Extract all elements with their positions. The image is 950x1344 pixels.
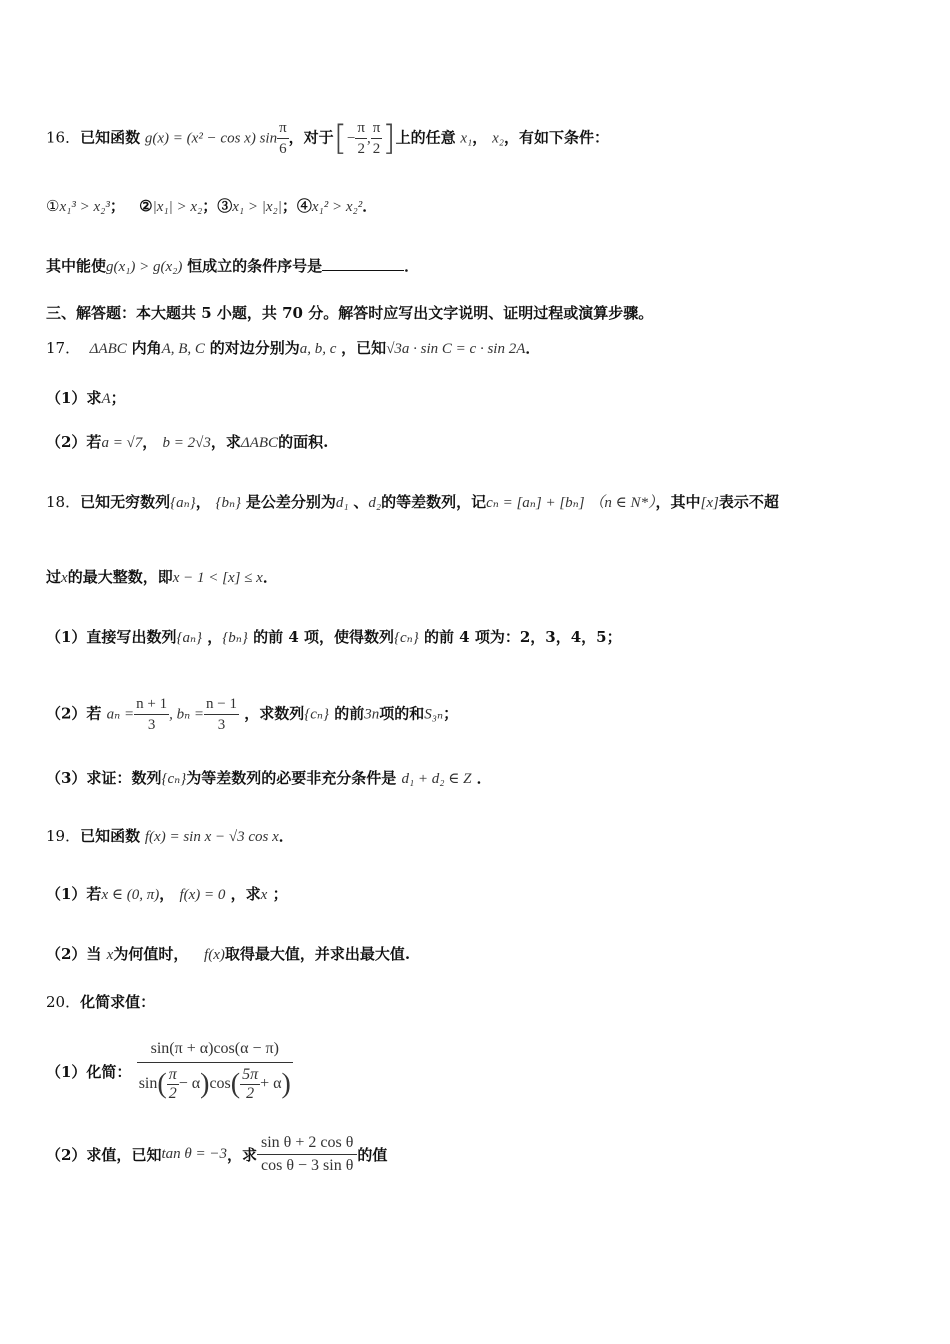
q20-part1: （1）化简： sin(π + α)cos(α − π) sin( $\frac{\pi}{2}$ − α)cos( $\frac{5\pi}{2}$ + α): [46, 1040, 291, 1102]
condition-2: |x₁| > x₂: [152, 199, 203, 215]
q17-part1: （1）求A；: [46, 389, 126, 407]
answer-blank: [322, 256, 404, 271]
f-definition: f(x) = sin x − √3 cos x: [144, 829, 279, 845]
q19-part2: （2）当 x为何值时， f(x)取得最大值，并求出最大值.: [46, 945, 411, 963]
cn-definition: cₙ = [aₙ] + [bₙ]: [486, 495, 585, 511]
neg-pi-over-2: $\frac{\pi}{2}$: [357, 120, 365, 157]
q18-part2: （2）若 aₙ = $\frac{n + 1}{3}$ , bₙ = $\frac{n - 1}{3}$ ，求数列{cₙ} 的前3n项的和S₃ₙ；: [46, 696, 459, 733]
q17-equation: √3a · sin C = c · sin 2A: [386, 341, 526, 357]
q19-line1: 19．已知函数 f(x) = sin x − √3 cos x．: [46, 827, 294, 845]
pi-over-6: $\frac{\pi}{6}$: [279, 120, 287, 157]
q17-part2: （2）若a = √7， b = 2√3，求ΔABC的面积.: [46, 433, 329, 451]
floor-inequality: x − 1 < [x] ≤ x: [172, 570, 263, 586]
simplify-fraction: sin(π + α)cos(α − π) sin( $\frac{\pi}{2}$ − α)cos( $\frac{5\pi}{2}$ + α): [138, 1040, 291, 1102]
condition-3: x₁ > |x₂|: [232, 199, 282, 215]
q16-number: 16．: [46, 128, 81, 147]
q16-question: 其中能使g(x₁) > g(x₂) 恒成立的条件序号是 ．: [46, 257, 420, 275]
q20-part2: （2）求值，已知tan θ = −3，求 $\frac{\text{sin θ + 2 cos θ}}{\text{cos θ − 3 sin θ}}$ 的值: [46, 1134, 388, 1174]
q16-conditions: ①x₁³ > x₂³； ②|x₁| > x₂；③x₁ > |x₂|；④x₁² > x₂²．: [46, 197, 378, 215]
pi-over-2: $\frac{\pi}{2}$: [372, 120, 381, 157]
q17-line1: 17． ΔABC 内角A, B, C 的对边分别为a, b, c ，已知√3a · sin C = c · sin 2A．: [46, 339, 541, 357]
q20-line1: 20．化简求值：: [46, 993, 156, 1011]
q19-part1: （1）若x ∈ (0, π)， f(x) = 0 ，求x ；: [46, 885, 288, 903]
condition-4: x₁² > x₂²: [311, 199, 363, 215]
condition-1: x₁³ > x₂³: [59, 199, 110, 215]
g-inequality: g(x₁) > g(x₂): [106, 259, 183, 275]
q18-line1: 18．已知无穷数列{aₙ}， {bₙ} 是公差分别为d₁ 、d₂的等差数列，记cₙ = [aₙ] + [bₙ] （n ∈ N*），其中[x]表示不超: [46, 493, 779, 511]
q16-line1: 16．已知函数 g(x) = (x² − cos x) sin $\frac{\pi}{6}$ ，对于[− $\frac{\pi}{2}$ , $\frac{\pi}{2}$ ]上的任意 x₁， x₂，有如下条件：: [46, 118, 609, 159]
q18-line2: 过x的最大整数，即x − 1 < [x] ≤ x．: [46, 568, 278, 586]
q18-part1: （1）直接写出数列{aₙ} ，{bₙ} 的前 4 项，使得数列{cₙ} 的前 4 项为：2，3，4，5；: [46, 628, 622, 646]
section-3-heading: 三、解答题：本大题共 5 小题，共 70 分。解答时应写出文字说明、证明过程或演算步骤。: [46, 304, 654, 322]
g-definition: g(x) = (x² − cos x) sin: [144, 130, 278, 147]
evaluate-fraction: $\frac{\text{sin θ + 2 cos θ}}{\text{cos θ − 3 sin θ}}$: [257, 1134, 357, 1175]
q18-part3: （3）求证：数列{cₙ}为等差数列的必要非充分条件是 d₁ + d₂ ∈ Z ．: [46, 769, 492, 787]
